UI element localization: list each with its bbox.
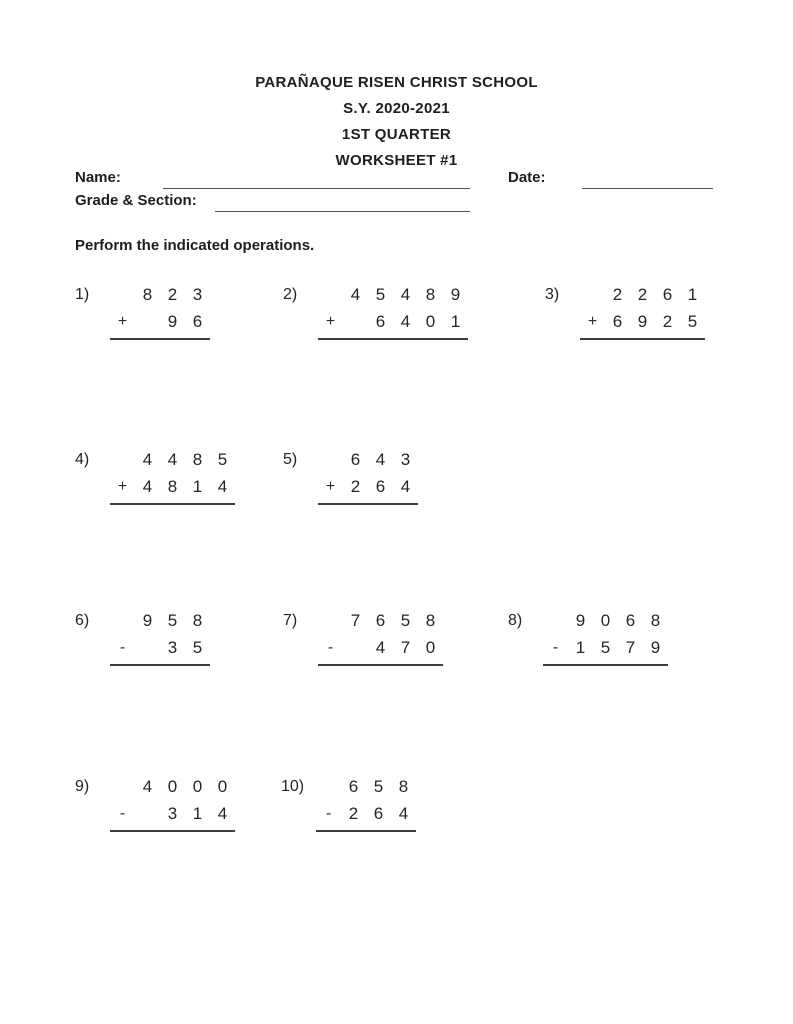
digit: 2 [637,285,648,304]
problem-grid [318,446,418,505]
digit: 6 [625,611,636,630]
digit: 3 [192,285,203,304]
digit: 1 [192,477,203,496]
operator-sign: + [325,478,336,495]
digit: 4 [142,477,153,496]
problem-number: 5) [283,451,298,468]
digit: 6 [350,450,361,469]
problem-number: 7) [283,612,298,629]
digit: 1 [192,804,203,823]
problem-number: 4) [75,451,90,468]
problem-grid [110,607,210,666]
digit: 4 [400,312,411,331]
problem-2 [283,281,468,340]
problem-grid [316,773,416,832]
digit: 5 [400,611,411,630]
school-year: S.Y. 2020-2021 [343,100,450,117]
grade-section-field-line [215,193,470,212]
operator-sign: + [117,478,128,495]
digit: 5 [600,638,611,657]
problem-1 [75,281,210,340]
digit: 4 [400,285,411,304]
digit [318,281,343,308]
date-field-line [582,170,713,189]
digit: 0 [425,638,436,657]
digit: 2 [612,285,623,304]
problem-grid [318,607,443,666]
problem-number: 9) [75,778,90,795]
digit [110,773,135,800]
operator-sign: + [587,313,598,330]
digit: 0 [600,611,611,630]
problem-grid [580,281,705,340]
digit: 6 [612,312,623,331]
operator-sign: - [119,639,126,656]
digit: 8 [650,611,661,630]
digit: 6 [375,611,386,630]
digit: 4 [217,804,228,823]
operator-sign: - [325,805,332,822]
digit: 9 [650,638,661,657]
digit: 6 [373,804,384,823]
worksheet-number: WORKSHEET #1 [335,152,458,169]
digit [343,634,368,661]
digit: 5 [687,312,698,331]
digit: 6 [375,477,386,496]
grade-section-label: Grade & Section: [75,192,197,209]
digit [135,634,160,661]
name-label: Name: [75,169,121,186]
problem-grid [110,773,235,832]
digit: 2 [167,285,178,304]
problem-number: 6) [75,612,90,629]
digit: 0 [192,777,203,796]
problem-number: 1) [75,286,90,303]
digit: 6 [192,312,203,331]
digit: 8 [142,285,153,304]
digit: 9 [167,312,178,331]
date-label: Date: [508,169,546,186]
digit: 6 [662,285,673,304]
problem-number: 10) [281,778,305,795]
digit: 4 [217,477,228,496]
problem-10 [281,773,416,832]
digit: 1 [687,285,698,304]
problem-6 [75,607,210,666]
digit [110,607,135,634]
digit [316,773,341,800]
problem-grid [318,281,468,340]
digit: 4 [142,777,153,796]
digit: 5 [373,777,384,796]
operator-sign: - [119,805,126,822]
digit: 0 [167,777,178,796]
digit [318,607,343,634]
problem-grid [543,607,668,666]
digit: 9 [450,285,461,304]
digit: 3 [400,450,411,469]
digit: 0 [425,312,436,331]
digit: 4 [142,450,153,469]
digit [135,308,160,335]
problem-7 [283,607,443,666]
digit: 4 [375,450,386,469]
problem-grid [110,281,210,340]
digit [135,800,160,827]
digit: 6 [348,777,359,796]
problem-3 [545,281,705,340]
digit: 9 [575,611,586,630]
operator-sign: + [117,313,128,330]
digit: 4 [167,450,178,469]
digit: 2 [348,804,359,823]
digit [110,281,135,308]
digit: 6 [375,312,386,331]
problem-8 [508,607,668,666]
problem-number: 8) [508,612,523,629]
digit: 1 [450,312,461,331]
digit: 8 [425,611,436,630]
worksheet-header [0,70,793,174]
instruction-text: Perform the indicated operations. [75,237,315,254]
digit: 4 [400,477,411,496]
name-field-line [163,170,470,189]
digit: 3 [167,638,178,657]
digit: 7 [350,611,361,630]
digit: 8 [425,285,436,304]
digit: 4 [375,638,386,657]
digit [580,281,605,308]
quarter: 1ST QUARTER [341,126,452,143]
problem-number: 2) [283,286,298,303]
problem-4 [75,446,235,505]
digit: 7 [400,638,411,657]
operator-sign: - [552,639,559,656]
digit [110,446,135,473]
digit: 1 [575,638,586,657]
problem-9 [75,773,235,832]
digit: 0 [217,777,228,796]
digit: 8 [192,450,203,469]
digit: 3 [167,804,178,823]
digit [318,446,343,473]
digit: 2 [662,312,673,331]
digit: 4 [350,285,361,304]
digit: 2 [350,477,361,496]
digit: 5 [217,450,228,469]
digit: 5 [167,611,178,630]
digit: 4 [398,804,409,823]
digit: 8 [192,611,203,630]
digit [543,607,568,634]
digit [343,308,368,335]
problem-5 [283,446,418,505]
operator-sign: + [325,313,336,330]
digit: 9 [637,312,648,331]
digit: 9 [142,611,153,630]
digit: 8 [167,477,178,496]
digit: 5 [192,638,203,657]
school-name: PARAÑAQUE RISEN CHRIST SCHOOL [255,74,538,91]
operator-sign: - [327,639,334,656]
digit: 8 [398,777,409,796]
problem-grid [110,446,235,505]
problem-number: 3) [545,286,560,303]
digit: 7 [625,638,636,657]
digit: 5 [375,285,386,304]
